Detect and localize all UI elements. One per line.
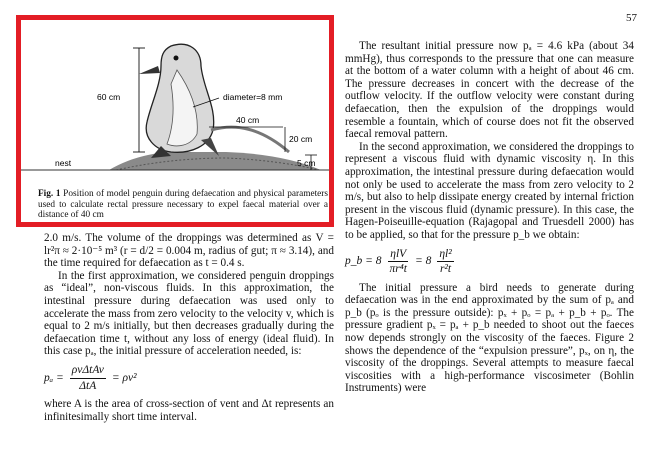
right-paragraph-2: In the second approximation, we considered the droppings to represent a viscous fluid with dynamic viscosity η. In this approximation, the intestinal pressure during defaecation would not only be used to accelerate the mass from zero velocity to 2 m/s, but also to help dissipate energy created by internal friction present in the viscous fluid (dynamic pressure). In this case, the Hagen-Poiseuille-equation (Rajagopal and Truesdell 2000) has to be applied, so that for the pressure p_b we obtain:: [345, 140, 634, 241]
penguin-eye: [174, 56, 179, 61]
right-paragraph-1: The resultant initial pressure now pₐ = 4.6 kPa (about 34 mmHg), thus corresponds to the pressure that one can measure at the bottom of a water column with a height of about 46 cm. The pressure decreases in concert with the decrease of the outflow velocity. If the outflow velocity were constant during defaecation, then the expulsion of the droppings would resemble a fountain, which of course does not fit the observed faecal removal pattern.: [345, 40, 634, 141]
left-paragraph-1: 2.0 m/s. The volume of the droppings was determined as V = lr²π ≈ 2·10⁻⁵ m³ (r = d/2 = 0.004 m, radius of gut; π ≈ 3.14), and the time required for defaecation as t = 0.4 s.: [44, 232, 334, 270]
hp-equation-middle: = 8: [414, 255, 432, 268]
hp-numerator-1: ηlV: [388, 248, 408, 263]
drop-label: 20 cm: [289, 134, 313, 144]
equation-lhs: pₐ =: [44, 371, 64, 384]
hp-equation-fraction-2: [437, 248, 453, 276]
nest-height-label: 5 cm: [297, 158, 316, 168]
hp-denominator-2: r²t: [439, 263, 452, 276]
figure-caption: [38, 189, 328, 221]
right-column: [345, 40, 634, 395]
figure-caption-label: Fig. 1: [38, 189, 61, 199]
figure-caption-text: Position of model penguin during defaecation and physical parameters used to calculate rectal pressure necessary to expel faecal material over a distance of 40 cm: [38, 189, 328, 221]
droppings-trajectory: [211, 127, 289, 152]
penguin-beak: [139, 66, 160, 74]
left-column: [44, 232, 334, 423]
page-number: 57: [626, 12, 637, 24]
equation-denominator: ΔtA: [79, 379, 97, 392]
equation-fraction: [70, 364, 106, 392]
hp-equation-fraction-1: [388, 248, 409, 276]
nest-stones: [109, 152, 321, 170]
hp-equation-lhs: p_b = 8: [345, 255, 382, 268]
diameter-label: diameter=8 mm: [223, 92, 283, 102]
left-paragraph-3: where A is the area of cross-section of vent and Δt represents an infinitesimally short time interval.: [44, 398, 334, 423]
equation-numerator: ρvΔtAv: [70, 364, 106, 379]
left-paragraph-2: In the first approximation, we considered penguin droppings as “ideal”, non-viscous fluids. In this approximation, the intestinal pressure during defaecation was used only to accelerate the mass from zero velocity to the velocity v, which is equal to 2 m/s initially, but then decreases gradually during the defaecation time t, without any loss of energy (ideal fluid). In this case pₐ, the initial pressure of acceleration needed, is:: [44, 269, 334, 358]
equation-rhs: = ρv²: [111, 371, 137, 384]
acceleration-pressure-equation: [44, 364, 334, 392]
hp-denominator-1: πr⁴t: [389, 263, 407, 276]
right-paragraph-3: The initial pressure a bird needs to generate during defaecation was in the end approximated by the sum of pₐ and p_b (pₒ is the pressure outside): pₓ + pₒ = pₐ + p_b + pₒ. The pressure gradient pₓ = pₐ + p_b needed to shoot out the faeces now depends strongly on the viscosity of the faeces. Figure 2 shows the dependence of the “expulsion pressure”, pₓ, on η, the viscosity of the droppings. Several attempts to measure faecal viscosities with a high-performance viscosimeter (Bohlin Instruments) were: [345, 281, 634, 395]
penguin-figure-illustration: [21, 20, 329, 180]
hagen-poiseuille-equation: [345, 248, 634, 276]
nest-label: nest: [55, 158, 72, 168]
hp-numerator-2: ηl²: [437, 248, 453, 263]
height-label: 60 cm: [97, 92, 121, 102]
figure-1: [16, 15, 334, 227]
distance-label: 40 cm: [236, 115, 260, 125]
